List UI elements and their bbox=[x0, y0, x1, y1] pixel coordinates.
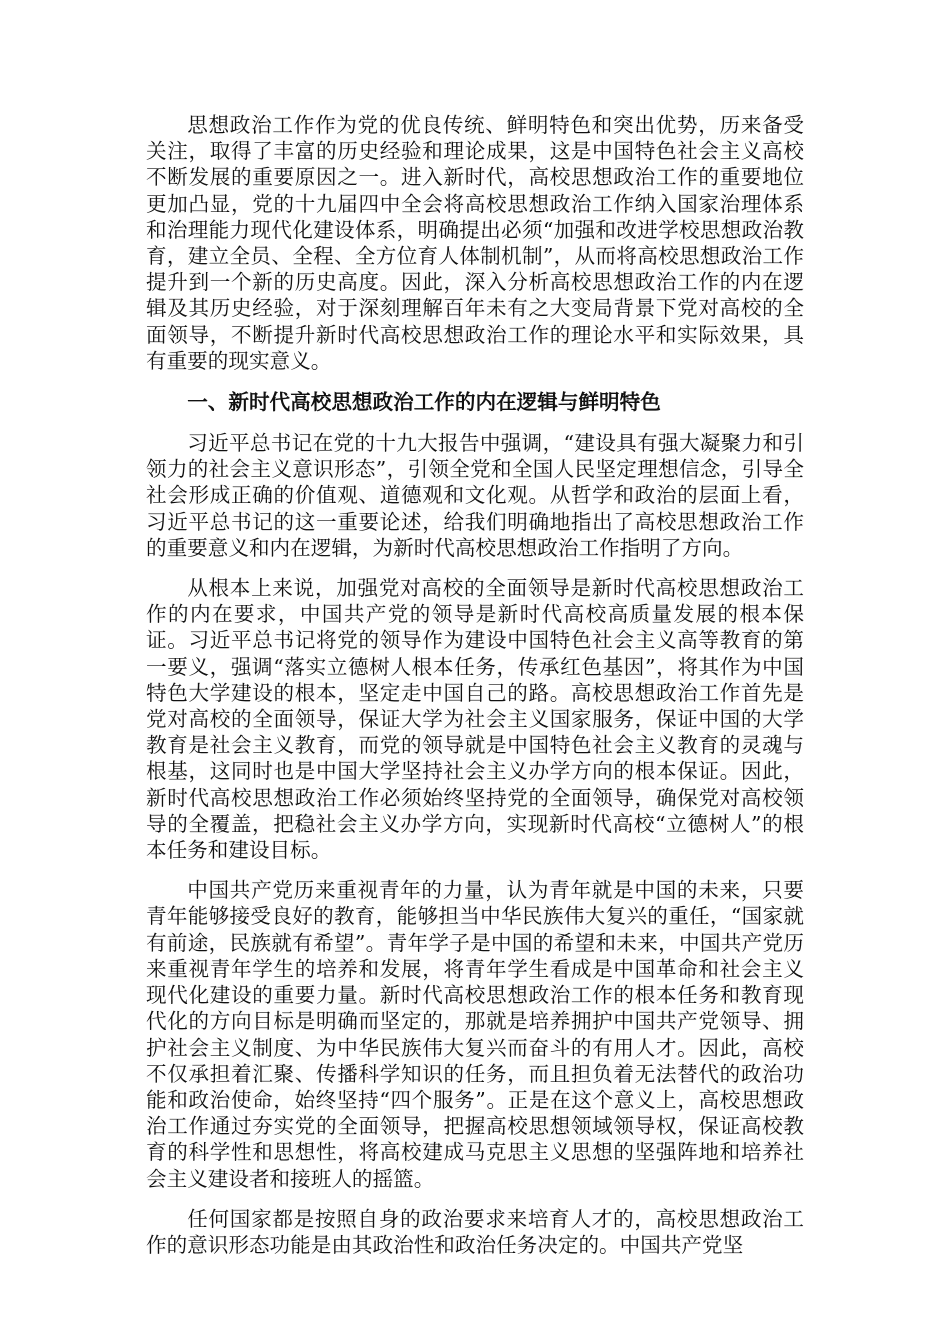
section-heading: 一、新时代高校思想政治工作的内在逻辑与鲜明特色 bbox=[187, 390, 661, 415]
body-paragraph: 任何国家都是按照自身的政治要求来培育人才的，高校思想政治工作的意识形态功能是由其政治性和政治任务决定的。中国共产党坚 bbox=[146, 1206, 804, 1257]
body-paragraph: 从根本上来说，加强党对高校的全面领导是新时代高校思想政治工作的内在要求，中国共产党的领导是新时代高校高质量发展的根本保证。习近平总书记将党的领导作为建设中国特色社会主义高等教育的第一要义，强调“落实立德树人根本任务，传承红色基因”，将其作为中国特色大学建设的根本，坚定走中国自己的路。高校思想政治工作首先是党对高校的全面领导，保证大学为社会主义国家服务，保证中国的大学教育是社会主义教育，而党的领导就是中国特色社会主义教育的灵魂与根基，这同时也是中国大学坚持社会主义办学方向的根本保证。因此，新时代高校思想政治工作必须始终坚持党的全面领导，确保党对高校领导的全覆盖，把稳社会主义办学方向，实现新时代高校“立德树人”的根本任务和建设目标。 bbox=[146, 576, 804, 863]
intro-paragraph: 思想政治工作作为党的优良传统、鲜明特色和突出优势，历来备受关注，取得了丰富的历史经验和理论成果，这是中国特色社会主义高校不断发展的重要原因之一。进入新时代，高校思想政治工作的重要地位更加凸显，党的十九届四中全会将高校思想政治工作纳入国家治理体系和治理能力现代化建设体系，明确提出必须“加强和改进学校思想政治教育，建立全员、全程、全方位育人体制机制”，从而将高校思想政治工作提升到一个新的历史高度。因此，深入分析高校思想政治工作的内在逻辑及其历史经验，对于深刻理解百年未有之大变局背景下党对高校的全面领导，不断提升新时代高校思想政治工作的理论水平和实际效果，具有重要的现实意义。 bbox=[146, 113, 804, 373]
body-paragraph: 中国共产党历来重视青年的力量，认为青年就是中国的未来，只要青年能够接受良好的教育，能够担当中华民族伟大复兴的重任，“国家就有前途，民族就有希望”。青年学子是中国的希望和未来，中国共产党历来重视青年学生的培养和发展，将青年学生看成是中国革命和社会主义现代化建设的重要力量。新时代高校思想政治工作的根本任务和教育现代化的方向目标是明确而坚定的，那就是培养拥护中国共产党领导、拥护社会主义制度、为中华民族伟大复兴而奋斗的有用人才。因此，高校不仅承担着汇聚、传播科学知识的任务，而且担负着无法替代的政治功能和政治使命，始终坚持“四个服务”。正是在这个意义上，高校思想政治工作通过夯实党的全面领导，把握高校思想领域领导权，保证高校教育的科学性和思想性，将高校建成马克思主义思想的坚强阵地和培养社会主义建设者和接班人的摇篮。 bbox=[146, 878, 804, 1191]
body-paragraph: 习近平总书记在党的十九大报告中强调，“建设具有强大凝聚力和引领力的社会主义意识形态”，引领全党和全国人民坚定理想信念，引导全社会形成正确的价值观、道德观和文化观。从哲学和政治的层面上看，习近平总书记的这一重要论述，给我们明确地指出了高校思想政治工作的重要意义和内在逻辑，为新时代高校思想政治工作指明了方向。 bbox=[146, 431, 804, 560]
document-page bbox=[146, 112, 804, 1272]
